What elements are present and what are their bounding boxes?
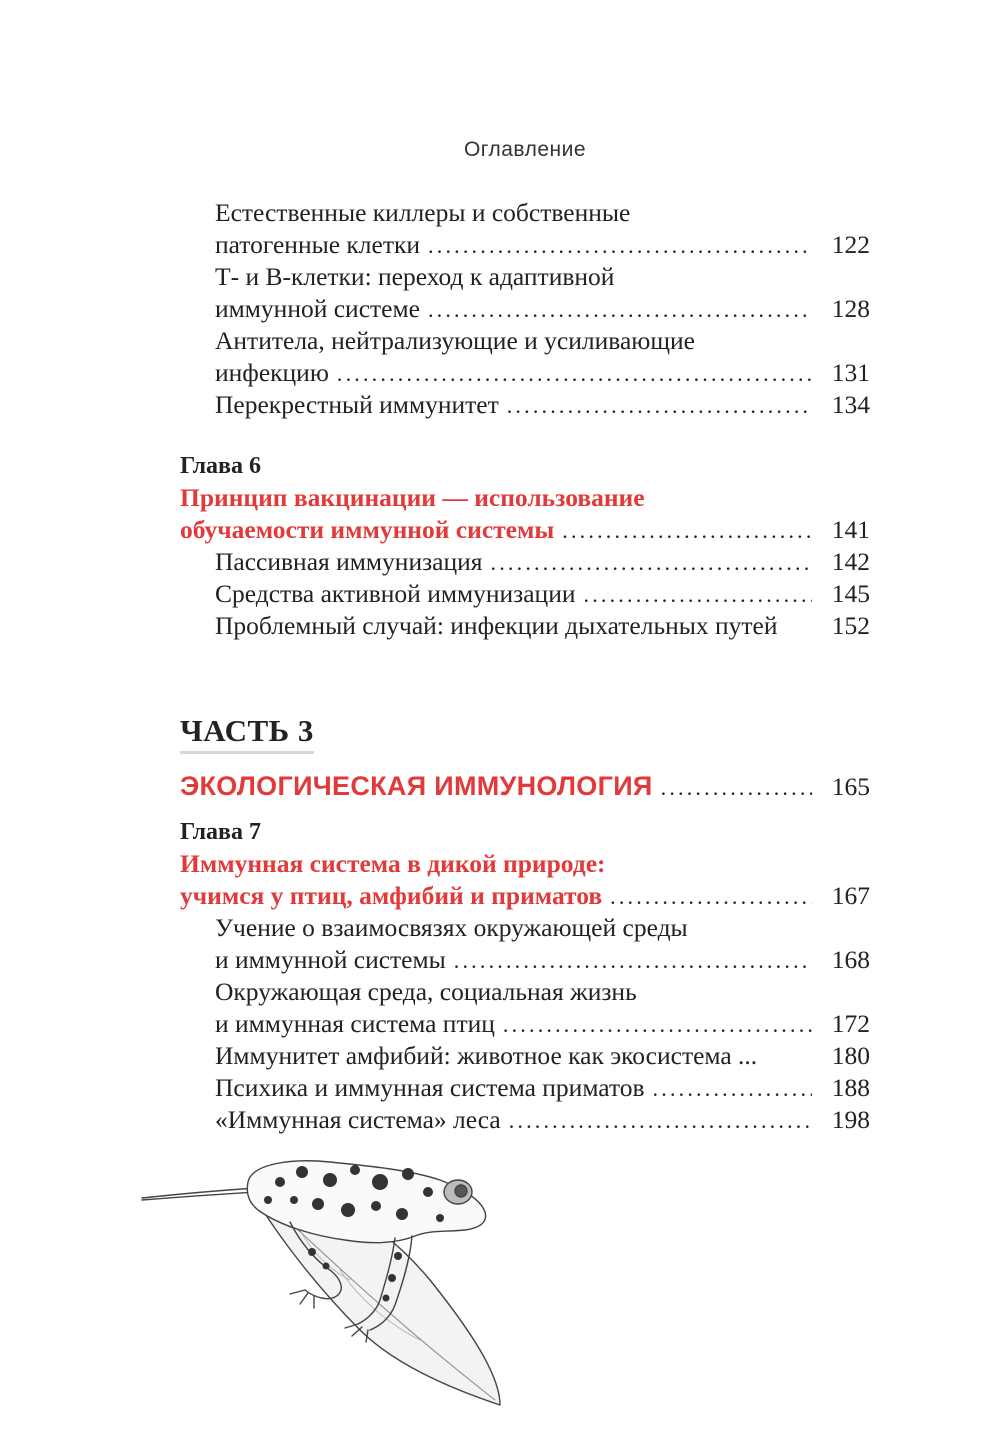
toc-entry[interactable] <box>180 546 870 578</box>
toc-entry-line <box>180 197 870 229</box>
toc-entry-text: патогенные клетки <box>215 230 421 259</box>
toc-entry[interactable] <box>180 1040 870 1072</box>
toc-entry[interactable] <box>180 1072 870 1104</box>
page-number: 180 <box>831 1041 870 1070</box>
page-number: 141 <box>831 515 870 544</box>
page-number: 142 <box>831 547 870 576</box>
chapter-label: Глава 6 <box>180 453 261 479</box>
page-number: 168 <box>831 945 870 974</box>
page-number: 152 <box>831 611 870 640</box>
toc-entry[interactable] <box>180 389 870 421</box>
chapter-5-entries <box>180 197 870 421</box>
page-number: 165 <box>831 772 870 801</box>
toc-entry-text: Психика и иммунная система приматов <box>215 1073 645 1102</box>
toc-entry[interactable] <box>180 357 870 389</box>
toc-entry-text: Иммунитет амфибий: животное как экосистема ... <box>215 1041 758 1070</box>
toc-entry-text: Средства активной иммунизации <box>215 579 576 608</box>
chapter-6-block <box>180 450 870 642</box>
part-3-block <box>180 712 870 802</box>
dot-leader <box>337 358 812 390</box>
page-number: 188 <box>831 1073 870 1102</box>
toc-entry-text: инфекцию <box>215 358 329 387</box>
toc-entry-text: Пассивная иммунизация <box>215 547 483 576</box>
frog-on-leaf-illustration <box>140 1160 620 1420</box>
dot-leader <box>428 294 812 326</box>
toc-entry[interactable] <box>180 293 870 325</box>
page-number: 134 <box>831 390 870 419</box>
toc-entry-line <box>180 325 870 357</box>
dot-leader <box>562 515 812 547</box>
toc-entry-text: Проблемный случай: инфекции дыхательных путей <box>215 611 778 640</box>
part-label: ЧАСТЬ 3 <box>180 712 314 754</box>
toc-entry-text: Антитела, нейтрализующие и усиливающие <box>215 326 695 355</box>
chapter-7-block <box>180 816 870 1136</box>
chapter-title-text: Иммунная система в дикой природе: <box>180 849 606 878</box>
dot-leader <box>454 945 812 977</box>
chapter-title-entry[interactable] <box>180 514 870 546</box>
dot-leader <box>507 390 812 422</box>
chapter-title-text: обучаемости иммунной системы <box>180 515 555 544</box>
toc-entry-text: Естественные киллеры и собственные <box>215 198 631 227</box>
chapter-title-line <box>180 848 870 880</box>
part-title-entry[interactable] <box>180 770 870 802</box>
dot-leader <box>428 230 812 262</box>
toc-entry-text: и иммунная система птиц <box>215 1009 495 1038</box>
running-head: Оглавление <box>463 138 587 161</box>
dot-leader <box>610 881 812 913</box>
page-number: 198 <box>831 1105 870 1134</box>
page-number: 172 <box>831 1009 870 1038</box>
chapter-title-line <box>180 482 870 514</box>
toc-entry-text: «Иммунная система» леса <box>215 1105 501 1134</box>
toc-entry-text: Учение о взаимосвязях окружающей среды <box>215 913 688 942</box>
toc-entry[interactable] <box>180 1104 870 1136</box>
toc-entry-line <box>180 912 870 944</box>
page-number: 128 <box>831 294 870 323</box>
toc-entry-text: Окружающая среда, социальная жизнь <box>215 977 637 1006</box>
page-number: 167 <box>831 881 870 910</box>
toc-entry[interactable] <box>180 578 870 610</box>
toc-entry[interactable] <box>180 610 870 642</box>
dot-leader <box>503 1009 812 1041</box>
part-title-text: ЭКОЛОГИЧЕСКАЯ ИММУНОЛОГИЯ <box>180 771 653 801</box>
page-number: 145 <box>831 579 870 608</box>
chapter-title-text: учимся у птиц, амфибий и приматов <box>180 881 603 910</box>
toc-entry-text: Перекрестный иммунитет <box>215 390 499 419</box>
dot-leader <box>509 1105 812 1137</box>
dot-leader <box>491 547 812 579</box>
toc-entry-line <box>180 976 870 1008</box>
toc-entry-text: иммунной системе <box>215 294 420 323</box>
page-number: 122 <box>831 230 870 259</box>
dot-leader <box>653 1073 812 1105</box>
toc-entry-text: и иммунной системы <box>215 945 446 974</box>
chapter-label: Глава 7 <box>180 819 261 845</box>
toc-entry[interactable] <box>180 1008 870 1040</box>
toc-entry-text: Т- и В-клетки: переход к адаптивной <box>215 262 615 291</box>
chapter-title-text: Принцип вакцинации — использование <box>180 483 645 512</box>
toc-entry[interactable] <box>180 229 870 261</box>
dot-leader <box>584 579 813 611</box>
chapter-title-entry[interactable] <box>180 880 870 912</box>
dot-leader <box>661 772 812 804</box>
page-number: 131 <box>831 358 870 387</box>
toc-entry[interactable] <box>180 944 870 976</box>
toc-entry-line <box>180 261 870 293</box>
